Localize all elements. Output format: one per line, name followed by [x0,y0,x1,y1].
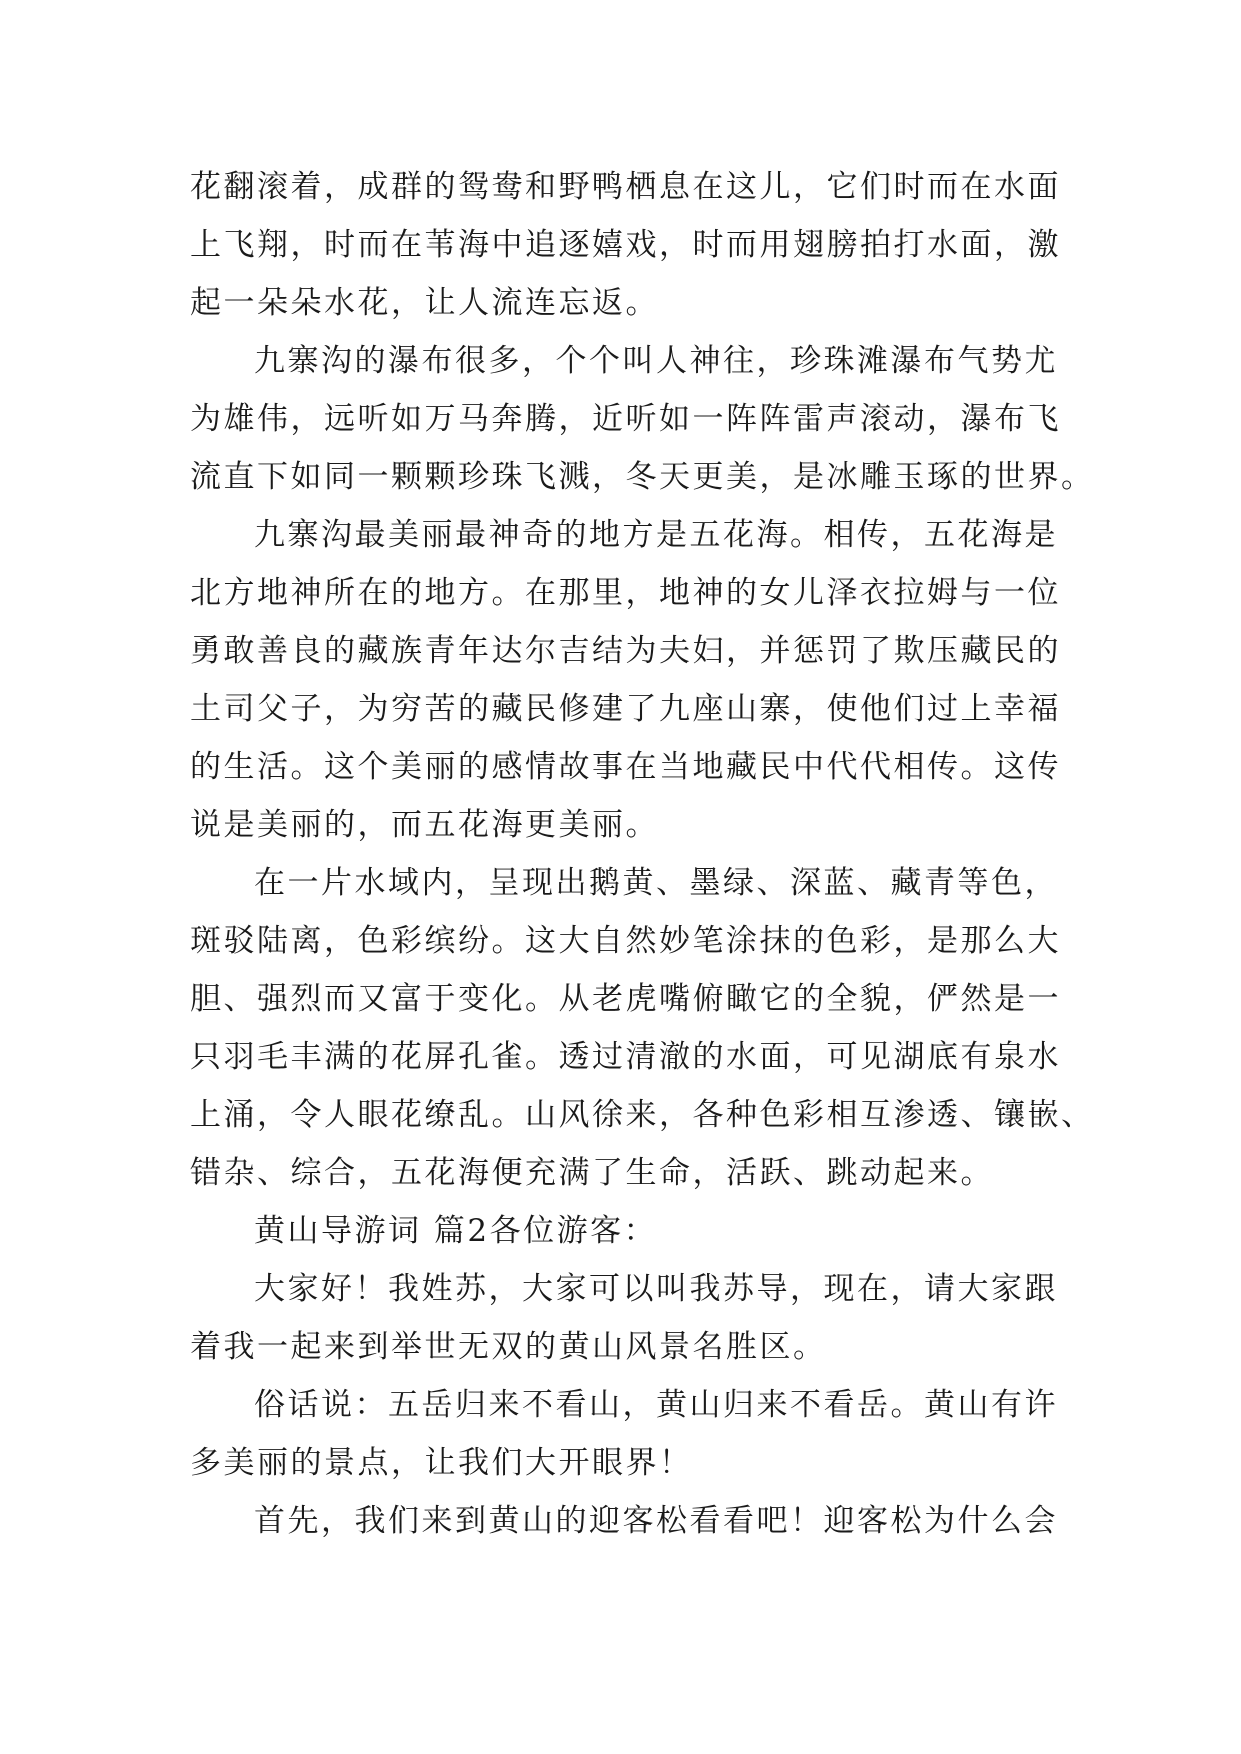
text-line: 错杂、综合，五花海便充满了生命，活跃、跳动起来。 [190,1155,994,1191]
text-line: 胆、强烈而又富于变化。从老虎嘴俯瞰它的全貌，俨然是一 [190,981,1061,1017]
text-line: 上涌，令人眼花缭乱。山风徐来，各种色彩相互渗透、镶嵌、 [190,1097,1095,1133]
paragraph-first-line: 在一片水域内，呈现出鹅黄、墨绿、深蓝、藏青等色， [254,865,1058,901]
text-line: 为雄伟，远听如万马奔腾，近听如一阵阵雷声滚动，瀑布飞 [190,401,1061,437]
section-heading: 黄山导游词 篇2各位游客： [254,1213,658,1249]
paragraph-first-line: 大家好！我姓苏，大家可以叫我苏导，现在，请大家跟 [254,1271,1058,1307]
text-line: 流直下如同一颗颗珍珠飞溅，冬天更美，是冰雕玉琢的世界。 [190,459,1095,495]
text-line: 的生活。这个美丽的感情故事在当地藏民中代代相传。这传 [190,749,1061,785]
text-line: 土司父子，为穷苦的藏民修建了九座山寨，使他们过上幸福 [190,691,1061,727]
text-line: 花翻滚着，成群的鸳鸯和野鸭栖息在这儿，它们时而在水面 [190,169,1061,205]
paragraph-first-line: 俗话说：五岳归来不看山，黄山归来不看岳。黄山有许 [254,1387,1058,1423]
paragraph-first-line: 九寨沟最美丽最神奇的地方是五花海。相传，五花海是 [254,517,1058,553]
body-text [190,158,1095,1550]
text-line: 只羽毛丰满的花屏孔雀。透过清澈的水面，可见湖底有泉水 [190,1039,1061,1075]
paragraph-first-line: 首先，我们来到黄山的迎客松看看吧！迎客松为什么会 [254,1503,1058,1539]
text-line: 着我一起来到举世无双的黄山风景名胜区。 [190,1329,827,1365]
text-line: 北方地神所在的地方。在那里，地神的女儿泽衣拉姆与一位 [190,575,1061,611]
text-line: 说是美丽的，而五花海更美丽。 [190,807,659,843]
text-line: 斑驳陆离，色彩缤纷。这大自然妙笔涂抹的色彩，是那么大 [190,923,1061,959]
text-line: 起一朵朵水花，让人流连忘返。 [190,285,659,321]
text-line: 上飞翔，时而在苇海中追逐嬉戏，时而用翅膀拍打水面，激 [190,227,1061,263]
paragraph-first-line: 九寨沟的瀑布很多，个个叫人神往，珍珠滩瀑布气势尤 [254,343,1058,379]
text-line: 多美丽的景点，让我们大开眼界！ [190,1445,693,1481]
text-line: 勇敢善良的藏族青年达尔吉结为夫妇，并惩罚了欺压藏民的 [190,633,1061,669]
